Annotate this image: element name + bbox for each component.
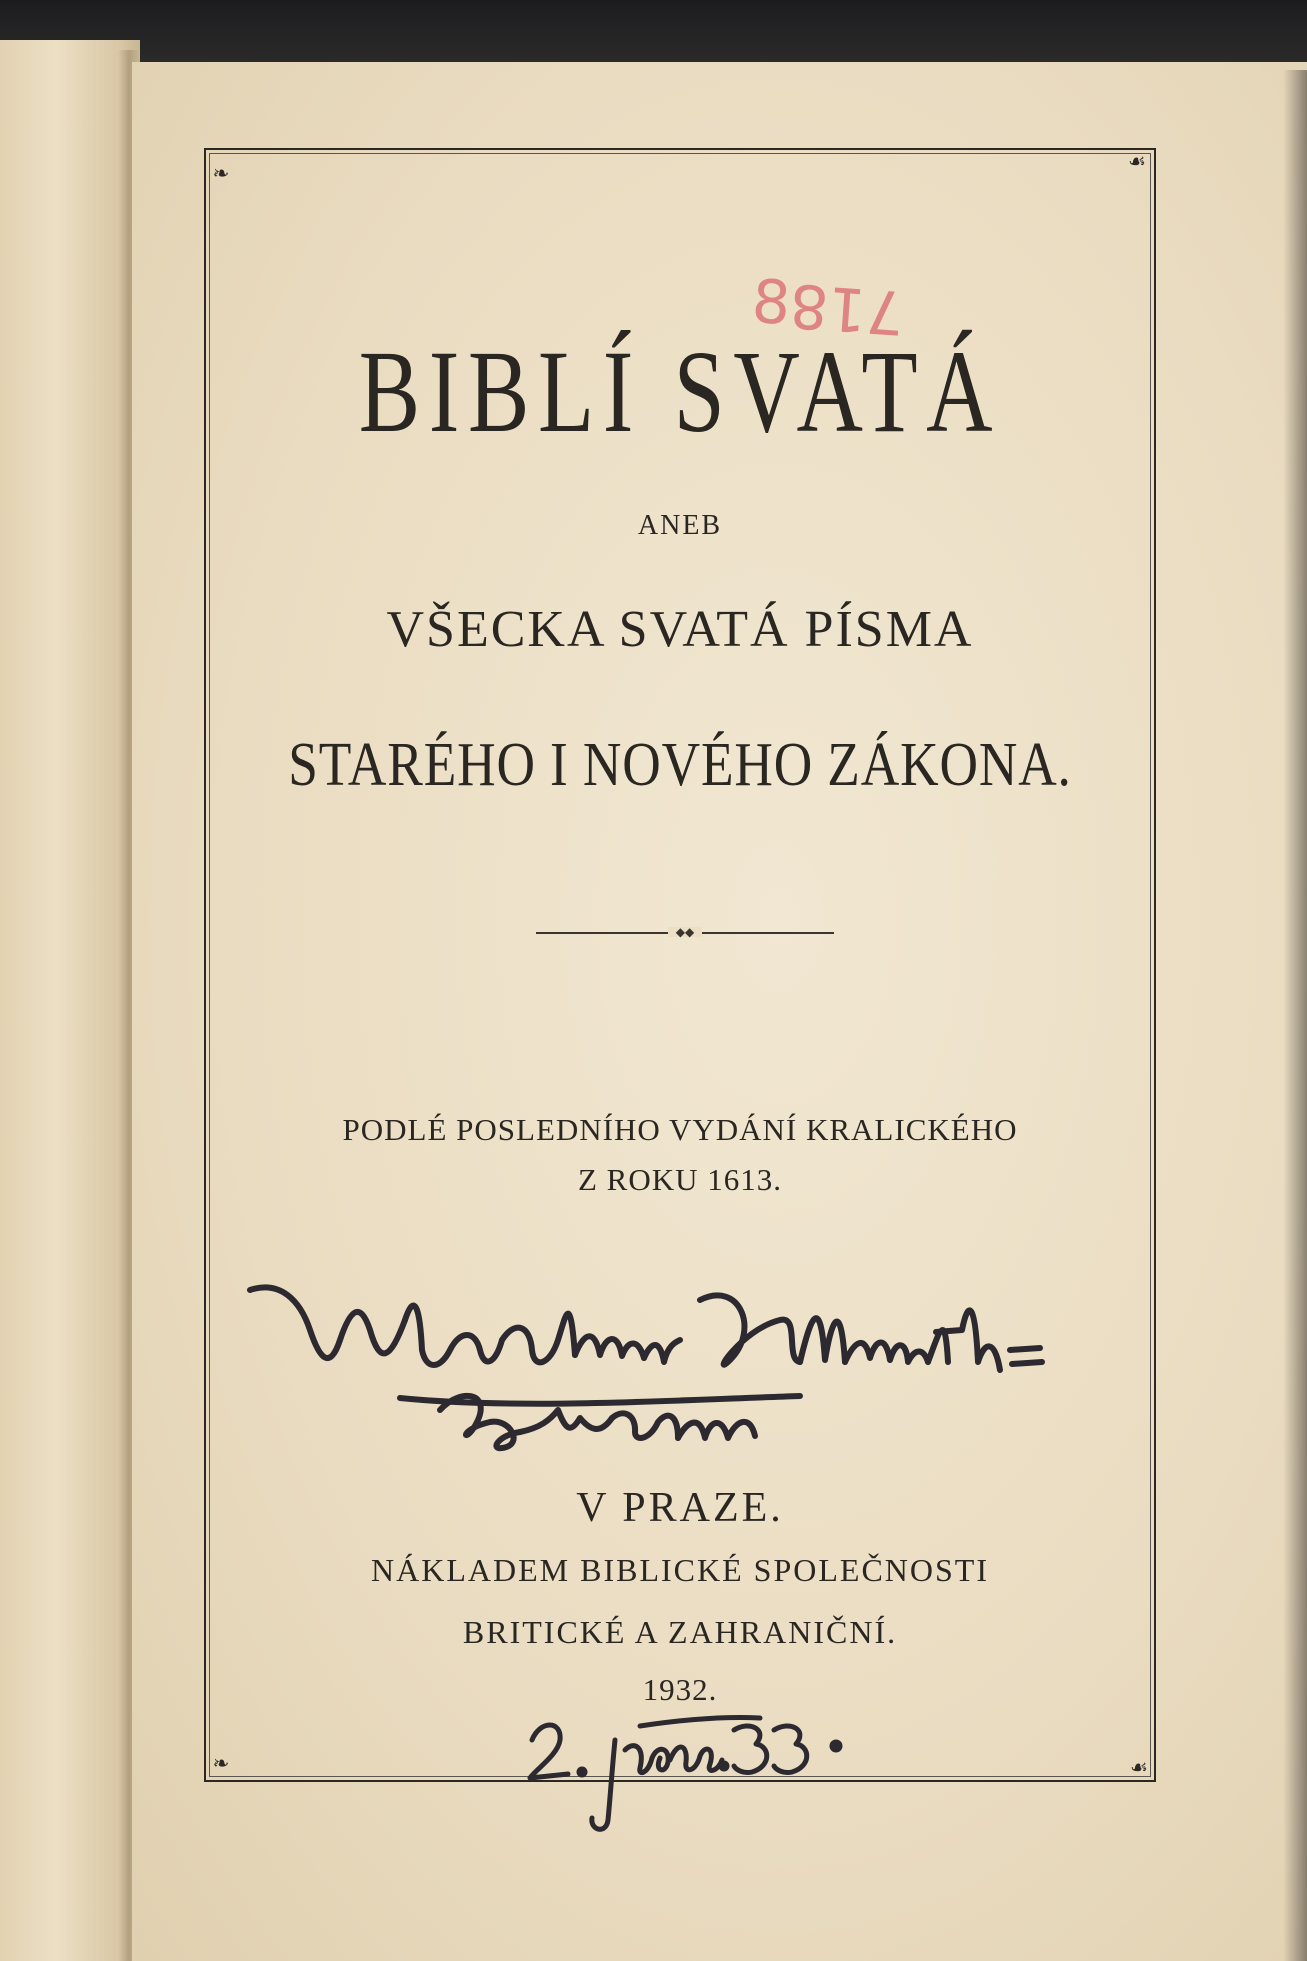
book-cover-edge [0, 0, 1307, 70]
publisher-line-2: BRITICKÉ A ZAHRANIČNÍ. [462, 1614, 898, 1650]
edition-line-1: PODLÉ POSLEDNÍHO VYDÁNÍ KRALICKÉHO [342, 1112, 1018, 1147]
corner-ornament-icon: ☙ [1130, 1755, 1148, 1779]
title-connector: ANEB [637, 510, 723, 541]
library-stamp: 8718 [749, 266, 907, 348]
rule-ornament-icon: ◆◆ [668, 927, 702, 937]
edition-line-2: Z ROKU 1613. [577, 1162, 783, 1197]
handwritten-signature [240, 1270, 1060, 1470]
publication-city: V PRAZE. [576, 1485, 784, 1531]
publisher-line-1: NÁKLADEM BIBLICKÉ SPOLEČNOSTI [371, 1552, 989, 1588]
book-title: BIBLÍ SVATÁ [358, 326, 1002, 457]
corner-ornament-icon: ❧ [212, 161, 230, 185]
corner-ornament-icon: ☙ [1128, 149, 1146, 173]
corner-ornament-icon: ❧ [212, 1751, 230, 1775]
publication-year: 1932. [642, 1672, 718, 1707]
subtitle-line-2: STARÉHO I NOVÉHO ZÁKONA. [288, 731, 1072, 799]
right-page-edge [1283, 70, 1307, 1961]
subtitle-line-1: VŠECKA SVATÁ PÍSMA [386, 601, 974, 658]
handwritten-date [520, 1700, 860, 1840]
